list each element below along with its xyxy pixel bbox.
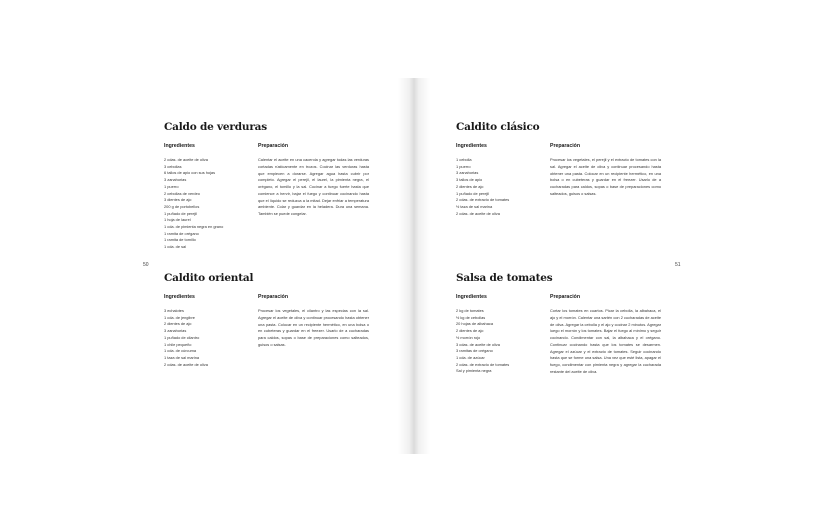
- recipe-caldito-clasico: [456, 121, 661, 216]
- right-page: [414, 78, 692, 454]
- recipe-salsa-de-tomates: [456, 272, 661, 374]
- ingredient-item: 6 tallos de apio con sus hojas: [164, 170, 216, 176]
- ingredient-item: 2 cdas. de aceite de oliva: [164, 157, 208, 162]
- ingredient-item: 3 dientes de ajo: [164, 197, 192, 203]
- ingredients-heading: Ingredientes: [456, 294, 487, 300]
- ingredient-item: ½ taza de sal marina: [456, 203, 493, 209]
- preparation-heading: Preparación: [258, 294, 288, 300]
- page-number: 50: [143, 262, 149, 268]
- recipe-title: Caldito clásico: [456, 121, 540, 133]
- ingredient-item: 3 cebollas: [164, 163, 182, 169]
- book-spread: [136, 78, 692, 454]
- ingredient-item: 1 cda. de cúrcuma: [164, 348, 197, 354]
- ingredient-item: 1 puñado de cilantro: [164, 334, 200, 340]
- ingredient-item: 200 g de portobellos: [164, 203, 200, 209]
- ingredients-list: [456, 308, 548, 375]
- left-page: [136, 78, 414, 454]
- ingredients-heading: Ingredientes: [164, 143, 195, 149]
- preparation-text: Procesar los vegetales, el perejil y el extracto de tomates con la sal. Agregar el aceite de oliva y continuar procesando hasta obtener una pasta. Colocar en un recipiente hermético, en una bolsa o en cubeteras y guardar en el freezer. Usarlo de a cucharadas para caldos, sopas o base de preparaciones como salteados, guisos o salsas.: [550, 157, 661, 196]
- ingredients-list: [456, 157, 548, 217]
- ingredient-item: 1 taza de sal marina: [164, 354, 200, 360]
- ingredients-list: [164, 308, 256, 368]
- ingredient-item: 3 tallos de apio: [456, 177, 483, 183]
- ingredients-heading: Ingredientes: [164, 294, 195, 300]
- ingredient-item: 1 ramita de orégano: [164, 230, 199, 236]
- preparation-heading: Preparación: [550, 294, 580, 300]
- ingredient-item: 1 hoja de laurel: [164, 217, 191, 223]
- ingredient-item: 1 chile pequeño: [164, 341, 192, 347]
- preparation-text: Procesar los vegetales, el cilantro y las especias con la sal. Agregar el aceite de oliva y continuar procesando hasta obtener una pasta. Colocar en un recipiente hermético, en una bolsa o en cubeteras y guardar en el freezer. Usarlo de a cucharadas para caldos, sopas o base de preparaciones como salteados, guisos o salsas.: [258, 308, 369, 347]
- preparation-text: Cortar los tomates en cuartos. Picar la cebolla, la albahaca, el ajo y el morrón. Calentar una sartén con 2 cucharadas de aceite de oliva. Agregar la cebolla y el ajo y cocinar 2 minutos. Agregar luego el morrón y los tomates. Bajar el fuego al mínimo y seguir cocinando. Condimentar con sal, la albahaca y el orégano. Continuar cocinando hasta que los tomates se desarmen. Agregar el azúcar y el extracto de tomates. Seguir cocinando hasta que se forme una salsa. Una vez que esté lista, apagar el fuego, condimentar con pimienta negra y agregar la cucharada restante del aceite de oliva.: [550, 308, 661, 374]
- recipe-title: Caldo de verduras: [164, 121, 267, 133]
- recipe-caldo-de-verduras: [164, 121, 369, 250]
- ingredient-item: 1 puerro: [456, 163, 471, 169]
- ingredient-item: Sal y pimienta negra: [456, 368, 492, 374]
- ingredient-item: ½ kg de cebollas: [456, 314, 486, 320]
- ingredient-item: 2 cdas. de aceite de oliva: [456, 210, 500, 216]
- ingredient-item: 1 cda. de azúcar: [456, 354, 485, 360]
- ingredient-item: 1 puñado de perejil: [456, 190, 490, 196]
- ingredient-item: 3 zanahorias: [456, 170, 479, 176]
- ingredient-item: 3 cdas. de aceite de oliva: [456, 341, 500, 347]
- ingredient-item: 2 dientes de ajo: [456, 328, 484, 334]
- ingredient-item: 2 cdas. de extracto de tomates: [456, 361, 510, 367]
- ingredient-item: 2 cdas. de aceite de oliva: [164, 361, 208, 367]
- ingredient-item: 1 cda. de jengibre: [164, 314, 195, 320]
- recipe-title: Caldito oriental: [164, 272, 254, 284]
- ingredient-item: 1 cebolla: [456, 157, 472, 162]
- preparation-text: Calentar el aceite en una cacerola y agregar todas las verduras cortadas rústicamente en trozos. Cocinar las verduras hasta que empiecen a dorarse. Agregar agua hasta cubrir por completo. Agregar el perejil, el laurel, la pimienta negra, el orégano, el tomillo y la sal. Cocinar a fuego fuerte hasta que comience a hervir, bajar el fuego y continuar cocinando hasta que el líquido se reduzca a la mitad. Dejar enfriar a temperatura ambiente. Colar y guardar en la heladera. Dura una semana. También se puede congelar.: [258, 157, 369, 216]
- page-number: 51: [675, 262, 681, 268]
- ingredient-item: 3 zanahorias: [164, 177, 187, 183]
- ingredient-item: 2 dientes de ajo: [456, 183, 484, 189]
- ingredient-item: 3 ramitas de orégano: [456, 348, 493, 354]
- ingredient-item: ½ morrón rojo: [456, 334, 481, 340]
- ingredient-item: 1 ramita de tomillo: [164, 237, 196, 243]
- preparation-heading: Preparación: [258, 143, 288, 149]
- ingredients-list: [164, 157, 256, 251]
- preparation-heading: Preparación: [550, 143, 580, 149]
- ingredient-item: 2 cdas. de extracto de tomates: [456, 197, 510, 203]
- ingredient-item: 1 puerro: [164, 183, 179, 189]
- recipe-caldito-oriental: [164, 272, 369, 367]
- recipe-title: Salsa de tomates: [456, 272, 553, 284]
- ingredient-item: 1 cda. de pimienta negra en grano: [164, 224, 224, 230]
- ingredient-item: 2 dientes de ajo: [164, 321, 192, 327]
- ingredient-item: 3 zanahorias: [164, 328, 187, 334]
- ingredient-item: 3 echalotes: [164, 308, 184, 313]
- ingredient-item: 1 cda. de sal: [164, 244, 187, 250]
- ingredients-heading: Ingredientes: [456, 143, 487, 149]
- ingredient-item: 20 hojas de albahaca: [456, 321, 493, 327]
- book-gutter-shadow: [398, 78, 430, 454]
- ingredient-item: 2 cebollas de verdeo: [164, 190, 200, 196]
- ingredient-item: 2 kg de tomates: [456, 308, 484, 313]
- ingredient-item: 1 puñado de perejil: [164, 210, 198, 216]
